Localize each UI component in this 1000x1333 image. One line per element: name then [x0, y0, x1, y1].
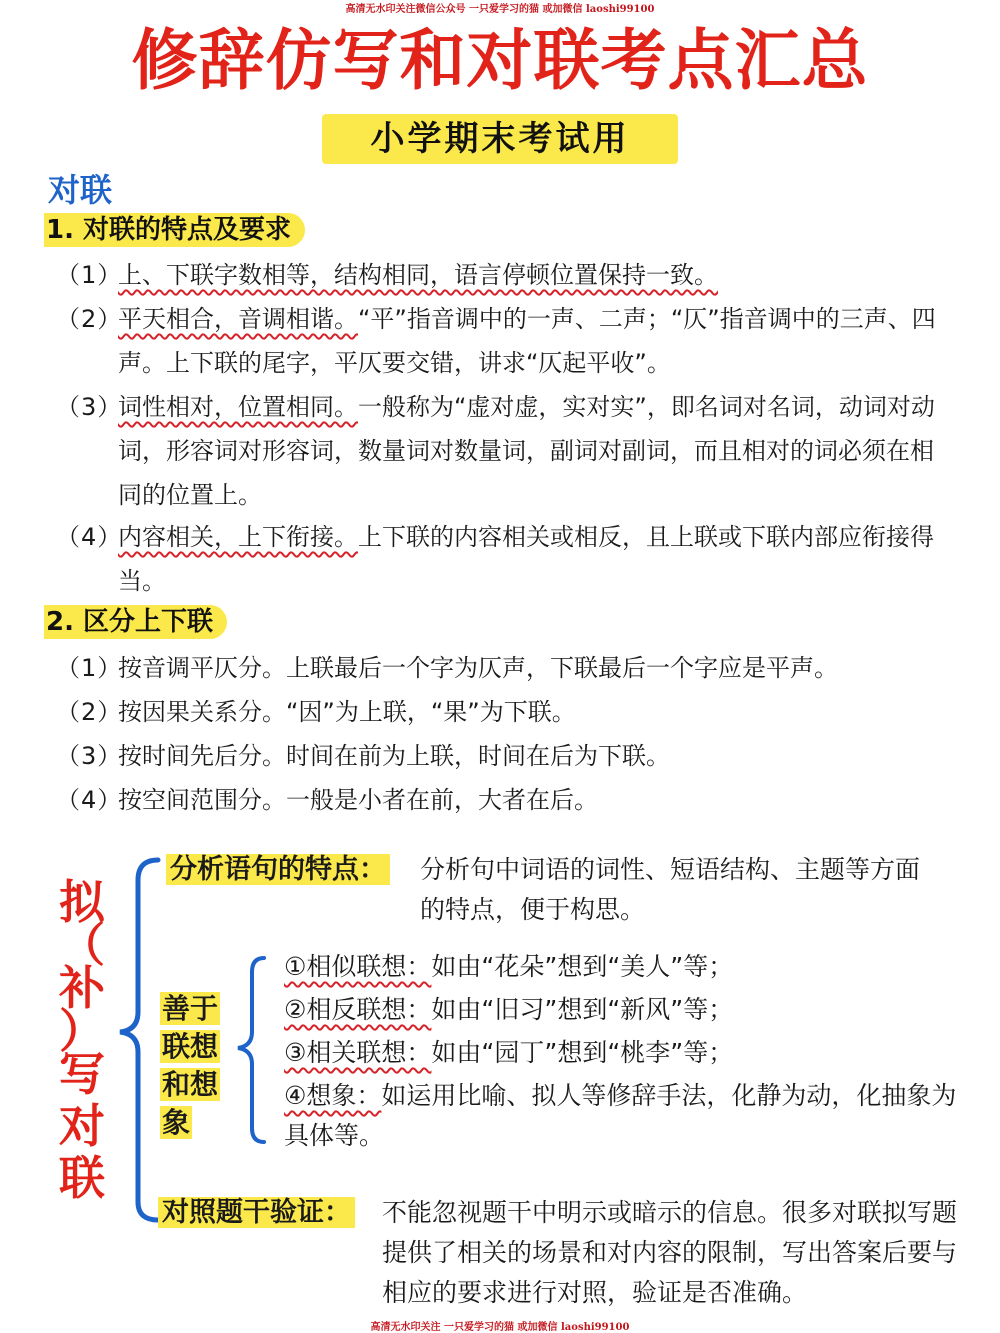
- association-text: 如由“园丁”想到“桃李”等；: [431, 1038, 734, 1067]
- association-key: ④想象：: [284, 1081, 382, 1110]
- branch1-text: 分析句中词语的词性、短语结构、主题等方面的特点，便于构思。: [420, 855, 921, 924]
- item-key: 内容相关，上下衔接。: [118, 523, 358, 551]
- association-item-1: [284, 947, 964, 987]
- item-text: 按音调平仄分。上联最后一个字为仄声，下联最后一个字应是平声。: [118, 654, 838, 682]
- inner-brace: [230, 950, 270, 1150]
- part1-item-4: [56, 515, 956, 603]
- item-text: 上下联的内容相关或相反，且上联或下联内部应衔接得当。: [118, 523, 934, 595]
- item-text: 按时间先后分。时间在前为上联，时间在后为下联。: [118, 742, 670, 770]
- part2-item-1: [56, 646, 956, 690]
- item-number: （3）: [56, 742, 123, 770]
- diagram-side-title: [52, 876, 112, 1204]
- association-key: ①相似联想：: [284, 952, 432, 981]
- part2-heading-text: 2. 区分上下联: [44, 605, 227, 639]
- item-number: （3）: [56, 393, 123, 421]
- item-number: （2）: [56, 698, 123, 726]
- side-title-char: 写: [59, 1047, 105, 1101]
- side-title-char: ）: [59, 1004, 105, 1058]
- part1-item-2: [56, 297, 956, 385]
- branch2-label-line: 善于: [162, 992, 219, 1025]
- branch2-label-line: 和想: [162, 1068, 219, 1101]
- part1-item-3: [56, 385, 956, 517]
- association-text: 如由“花朵”想到“美人”等；: [431, 952, 734, 981]
- association-key: ②相反联想：: [284, 995, 432, 1024]
- association-text: 如运用比喻、拟人等修辞手法，化静为动，化抽象为具体等。: [284, 1081, 957, 1150]
- side-title-char: 拟: [59, 875, 105, 929]
- branch2-label: [160, 990, 220, 1142]
- item-key: 上、下联字数相等，结构相同，语言停顿位置保持一致。: [118, 261, 718, 289]
- page-title: 修辞仿写和对联考点汇总: [131, 21, 869, 99]
- branch1-label: [166, 850, 390, 890]
- item-key: 词性相对，位置相同。: [118, 393, 358, 421]
- item-text: 按因果关系分。“因”为上联，“果”为下联。: [118, 698, 576, 726]
- item-number: （4）: [56, 786, 123, 814]
- part2-item-2: [56, 690, 956, 734]
- part2-item-4: [56, 778, 956, 822]
- branch3-label-text: 对照题干验证：: [158, 1197, 355, 1228]
- part1-heading-text: 1. 对联的特点及要求: [44, 213, 305, 247]
- item-text: 一般称为“虚对虚，实对实”，即名词对名词，动词对动词，形容词对形容词，数量词对数量词，副词对副词，而且相对的词必须在相同的位置上。: [118, 393, 935, 509]
- section-heading: 对联: [48, 171, 113, 209]
- page-subtitle: 小学期末考试用: [322, 114, 678, 164]
- side-title-char: 对: [59, 1099, 105, 1153]
- branch1-label-text: 分析语句的特点：: [166, 854, 390, 885]
- side-title-char: 联: [59, 1151, 105, 1205]
- association-item-3: [284, 1033, 964, 1073]
- item-number: （1）: [56, 654, 123, 682]
- part2-heading: [44, 605, 227, 639]
- item-number: （4）: [56, 523, 123, 551]
- item-text: 按空间范围分。一般是小者在前，大者在后。: [118, 786, 598, 814]
- association-key: ③相关联想：: [284, 1038, 432, 1067]
- watermark-top: 高清无水印关注微信公众号 一只爱学习的猫 或加微信 laoshi99100: [345, 4, 655, 15]
- branch3-label: [158, 1193, 355, 1233]
- branch2-label-line: 象: [162, 1106, 191, 1139]
- part1-item-1: [56, 253, 956, 297]
- branch2-label-line: 联想: [162, 1030, 219, 1063]
- item-number: （1）: [56, 261, 123, 289]
- side-title-char: （: [59, 918, 105, 972]
- item-text: “平”指音调中的一声、二声；“仄”指音调中的三声、四声。上下联的尾字，平仄要交错，讲求“仄起平收”。: [118, 305, 936, 377]
- part1-heading: [44, 213, 305, 247]
- branch3-text: 不能忽视题干中明示或暗示的信息。很多对联拟写题提供了相关的场景和对内容的限制，写出答案后要与相应的要求进行对照，验证是否准确。: [382, 1198, 958, 1307]
- association-text: 如由“旧习”想到“新风”等；: [431, 995, 734, 1024]
- association-item-4: [284, 1076, 960, 1156]
- side-title-char: 补: [59, 961, 105, 1015]
- item-number: （2）: [56, 305, 123, 333]
- item-key: 平天相合，音调相谐。: [118, 305, 358, 333]
- watermark-bottom: 高清无水印关注 一只爱学习的猫 或加微信 laoshi99100: [370, 1322, 630, 1333]
- part2-item-3: [56, 734, 956, 778]
- association-item-2: [284, 990, 964, 1030]
